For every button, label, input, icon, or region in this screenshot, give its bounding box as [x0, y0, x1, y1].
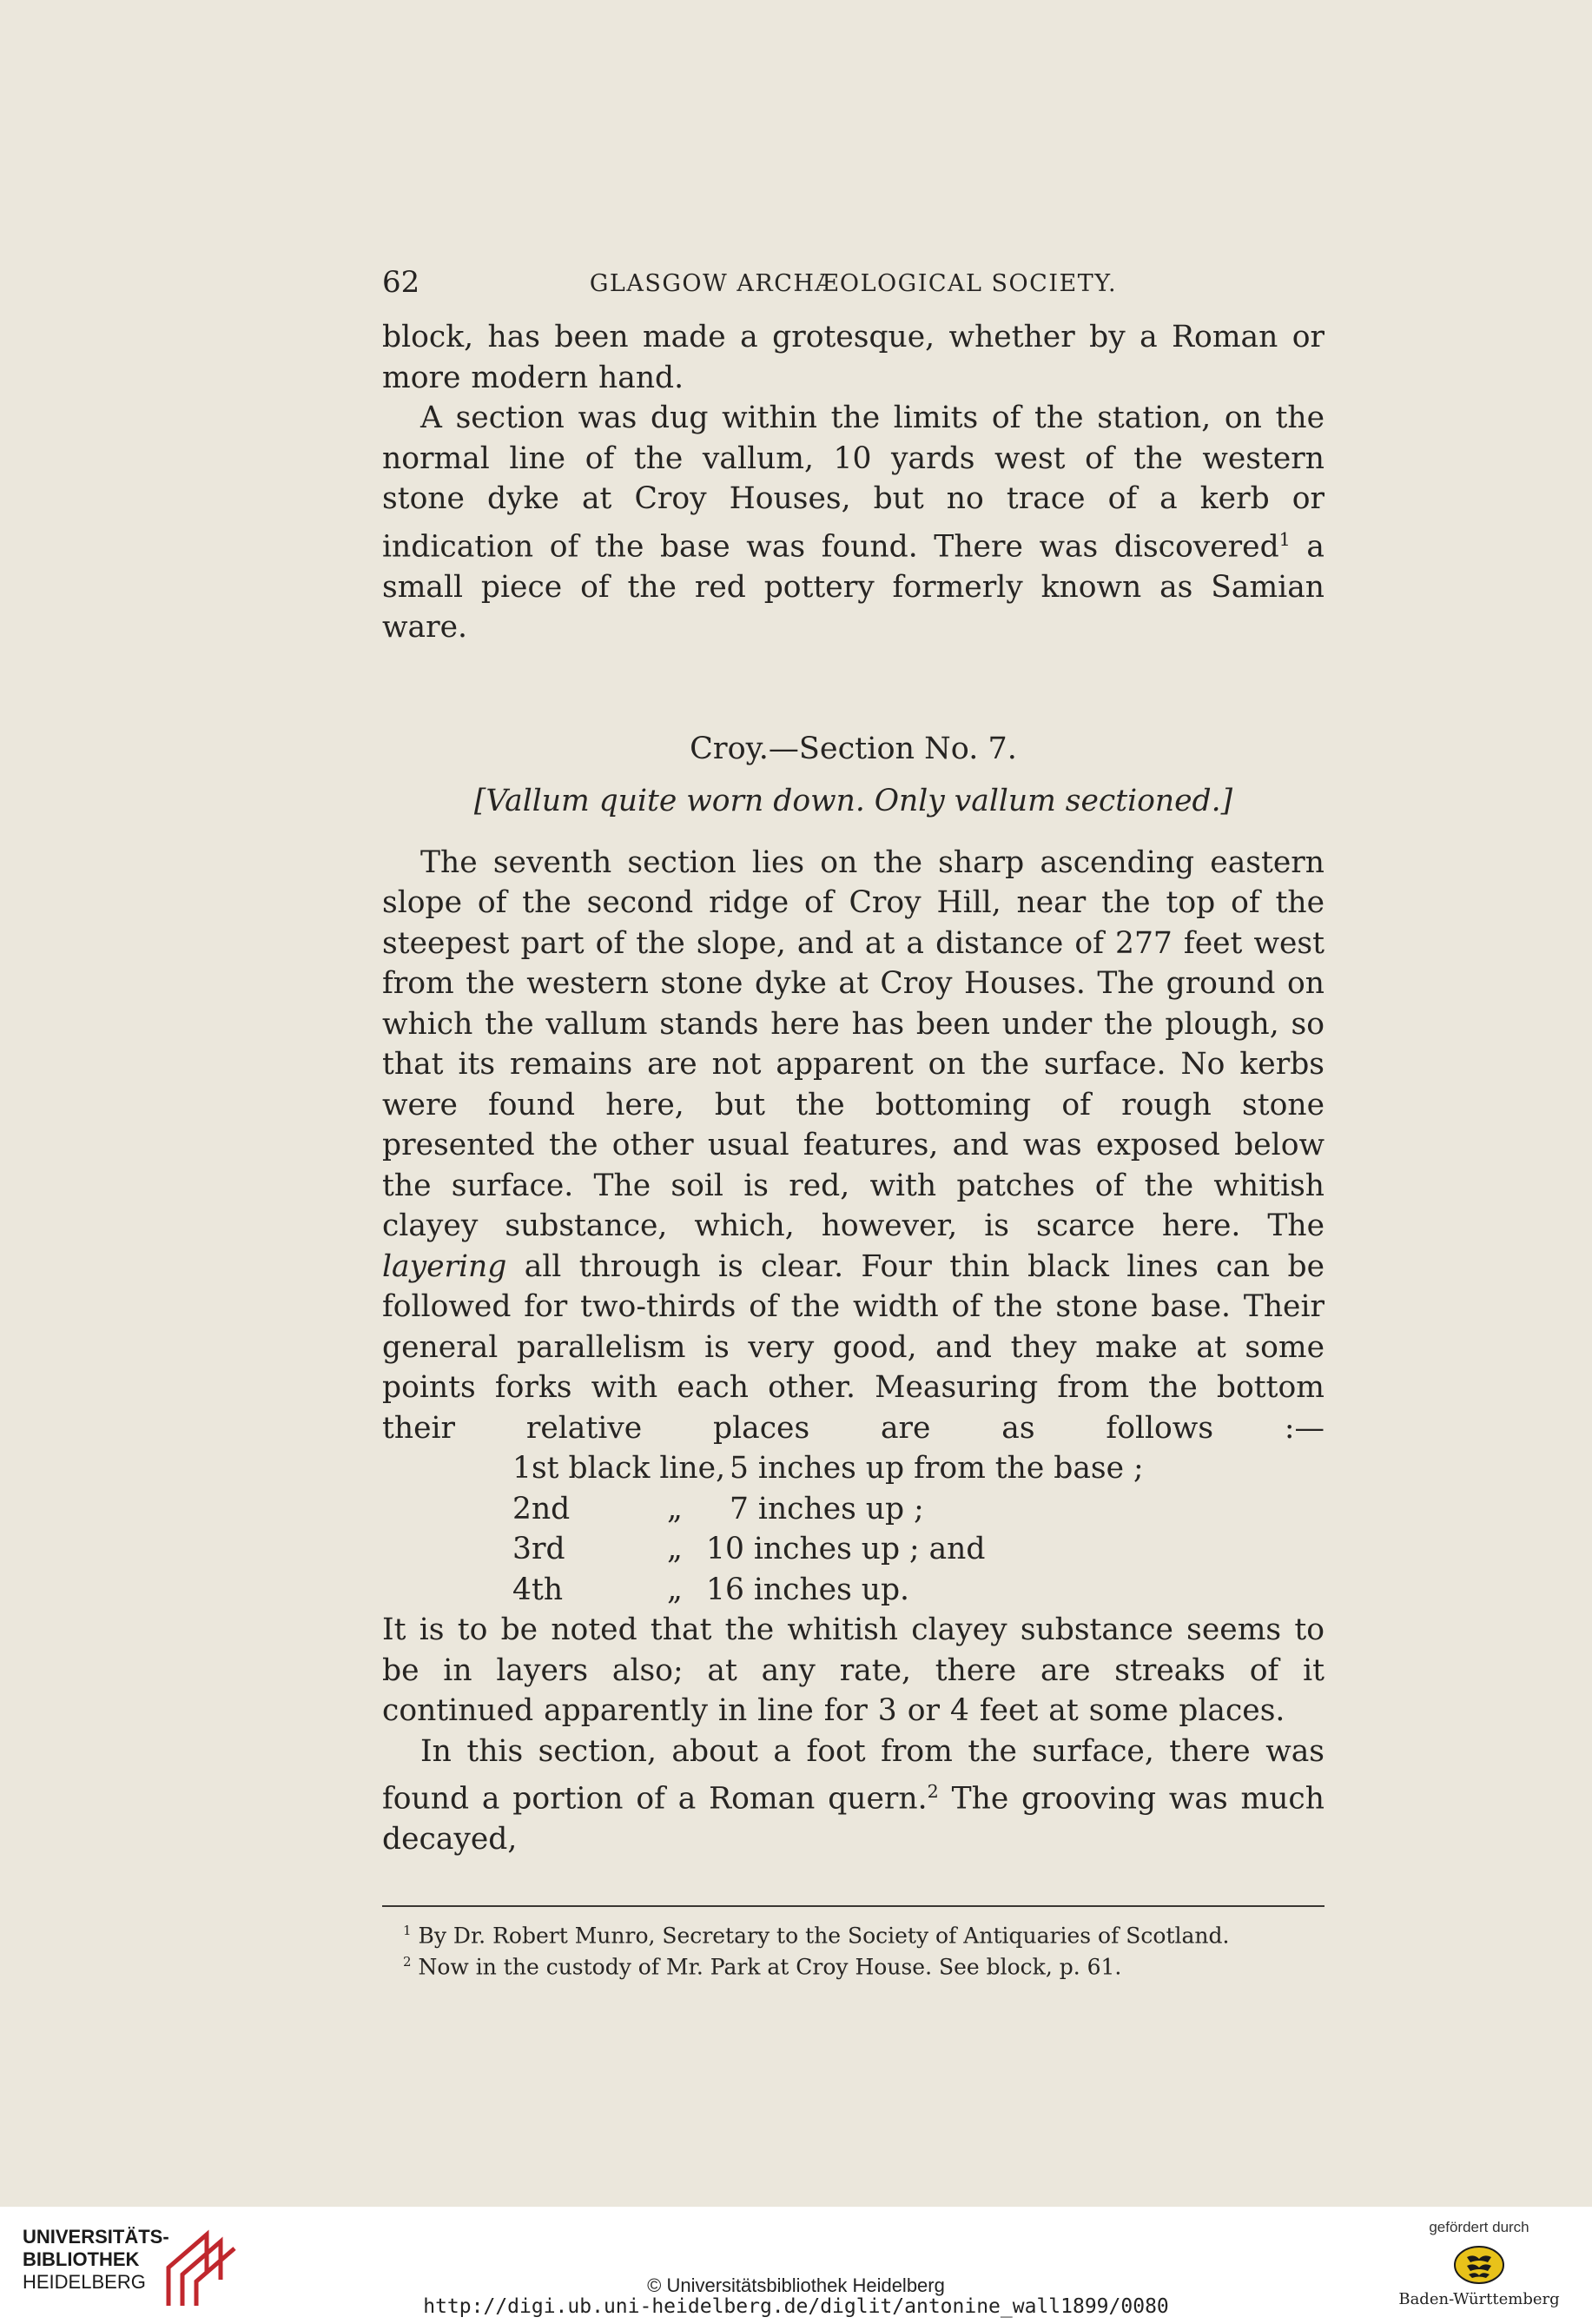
paragraph-seventh-section: [382, 843, 1324, 1449]
library-name-line-2: BIBLIOTHEK: [23, 2248, 140, 2270]
footnote-ref-2[interactable]: 2: [927, 1781, 939, 1802]
running-head: [382, 265, 1324, 317]
sponsor-name: Baden-Württemberg: [1398, 2290, 1560, 2308]
page-text-area: [382, 265, 1324, 1980]
line-measure: 16 inches up.: [706, 1572, 910, 1607]
paragraph-quern-text-b: The grooving was much decayed,: [382, 1781, 1324, 1857]
paragraph-continuation: block, has been made a grotesque, whether by a Roman or more modern hand.: [382, 320, 1324, 395]
line-measure: 10 inches up ; and: [706, 1532, 986, 1566]
sponsor-block[interactable]: [1392, 2219, 1566, 2308]
copyright-notice: © Universitätsbibliothek Heidelberg: [647, 2274, 945, 2296]
paragraph-station-text-a: A section was dug within the limits of the station, on the normal line of the vallum, 10 yards west of the western stone dyke at Croy Houses, but no trace of a kerb or indication of the base was found. There was discovered: [382, 401, 1324, 564]
paragraph-quern: [382, 1731, 1324, 1860]
sponsor-label: gefördert durch: [1429, 2219, 1529, 2235]
journal-title: GLASGOW ARCHÆOLOGICAL SOCIETY.: [589, 270, 1118, 297]
footnote-mark: 1: [403, 1922, 412, 1938]
library-name-line-3: HEIDELBERG: [23, 2271, 146, 2293]
paragraph-seventh-text-a: The seventh section lies on the sharp ascending eastern slope of the second ridge of Croy Hill, near the top of the steepest part of the slope, and at a distance of 277 feet west from the western stone dyke at Croy Houses. The ground on which the vallum stands here has been under the plough, so that its remains are not apparent on the surface. No kerbs were found here, but the bottoming of rough stone presented the other usual features, and was exposed below the surface. The soil is red, with patches of the whitish clayey substance, which, however, is scarce here. The: [382, 844, 1324, 1243]
section-heading: Croy.—Section No. 7.: [690, 731, 1017, 766]
ditto-mark: „: [667, 1532, 683, 1566]
paragraph-station-text-b: a small piece of the red pottery formerly known as Samian ware.: [382, 529, 1324, 645]
footnote-1: [382, 1917, 1324, 1949]
ditto-mark: „: [667, 1572, 683, 1607]
footnotes: [382, 1905, 1324, 1981]
line-measure: 7 inches up ;: [730, 1491, 924, 1526]
paragraph-seventh-text-b: all through is clear. Four thin black lines can be followed for two-thirds of the width of the stone base. Their general parallelism is very good, and they make at some points forks with each other. Measuring from the bottom their relative places are as follows :—: [382, 1248, 1324, 1446]
footnote-ref-1[interactable]: 1: [1278, 528, 1291, 550]
footnote-2: [382, 1949, 1324, 1980]
paragraph-station-section: [382, 398, 1324, 648]
line-ordinal: 1st black line,: [512, 1451, 726, 1486]
emphasis-layering: layering: [382, 1248, 507, 1284]
list-item: [382, 1489, 1324, 1530]
list-item: [382, 1448, 1324, 1489]
line-ordinal: 3rd: [512, 1532, 565, 1566]
viewer-footer: [0, 2207, 1592, 2324]
paragraph-quern-text-a: In this section, about a foot from the surface, there was found a portion of a Roman quern.: [382, 1733, 1324, 1817]
line-measure: 5 inches up from the base ;: [730, 1451, 1144, 1486]
page-number: 62: [382, 265, 420, 300]
list-item: [382, 1570, 1324, 1611]
paragraph-clayey-layers: It is to be noted that the whitish clayey substance seems to be in layers also; at any rate, there are streaks of it continued apparently in line for 3 or 4 feet at some places.: [382, 1612, 1324, 1728]
state-crest-icon: [1453, 2245, 1505, 2285]
line-ordinal: 2nd: [512, 1491, 571, 1526]
permalink-url[interactable]: http://digi.ub.uni-heidelberg.de/diglit/antonine_wall1899/0080: [423, 2295, 1169, 2318]
footnote-mark: 2: [403, 1953, 412, 1970]
black-lines-list: [382, 1448, 1324, 1610]
list-item: [382, 1529, 1324, 1570]
footnote-text: By Dr. Robert Munro, Secretary to the Society of Antiquaries of Scotland.: [411, 1922, 1230, 1948]
line-ordinal: 4th: [512, 1572, 564, 1607]
library-name-line-1: UNIVERSITÄTS-: [23, 2226, 169, 2248]
section-note: [Vallum quite worn down. Only vallum sectioned.]: [473, 783, 1233, 818]
footnote-text: Now in the custody of Mr. Park at Croy House. See block, p. 61.: [411, 1954, 1122, 1980]
ditto-mark: „: [667, 1491, 683, 1526]
